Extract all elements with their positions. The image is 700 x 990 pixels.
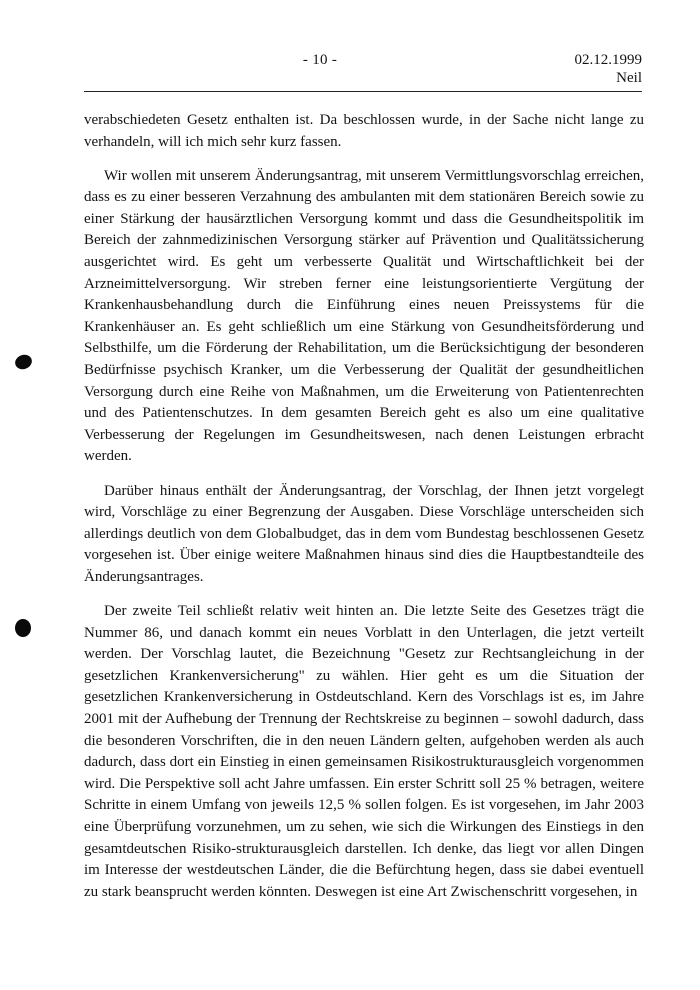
speaker-name: Neil [616, 70, 642, 86]
document-body [84, 110, 644, 916]
paragraph: Wir wollen mit unserem Änderungsantrag, mit unserem Vermittlungsvorschlag erreichen, dass es zu einer besseren Verzahnung des ambulanten mit dem stationären Bereich sowie zu einer Stärkung der hausärztlichen Versorgung kommt und dass die Gesundheitspolitik im Bereich der zahnmedizinischen Versorgung stärker auf Prävention und Qualitätssicherung ausgerichtet wird. Es geht um verbesserte Qualität und Wirtschaftlichkeit bei der Arzneimittelversorgung. Wir streben ferner eine leistungsorientierte Vergütung der Krankenhausbehandlung durch die Einführung eines neuen Preissystems für die Krankenhäuser an. Es geht schließlich um eine Stärkung von Gesundheitsförderung und Selbsthilfe, um die Förderung der Rehabilitation, um die Berücksichtigung der besonderen Bedürfnisse psychisch Kranker, um die Verbesserung der Qualität der gesundheitlichen Versorgung durch eine Reihe von Maßnahmen, um die Erweiterung von Patientenrechten und des Patientenschutzes. In dem gesamten Bereich geht es also um eine qualitative Verbesserung der Regelungen im Gesundheitswesen, nach denen Leistungen erbracht werden. [84, 167, 644, 465]
page-number: - 10 - [302, 52, 338, 68]
punch-hole-mark [15, 619, 31, 637]
paragraph: Darüber hinaus enthält der Änderungsantrag, der Vorschlag, der Ihnen jetzt vorgelegt wird, Vorschläge zu einer Begrenzung der Ausgaben. Diese Vorschläge unterscheiden sich allerdings deutlich von dem Globalbudget, das in dem vom Bundestag beschlossenen Gesetz vorgesehen ist. Über einige weitere Maßnahmen hinaus sind dies die Hauptbestandteile des Änderungsantrages. [84, 482, 644, 585]
header-rule [84, 91, 642, 92]
paragraph: verabschiedeten Gesetz enthalten ist. Da beschlossen wurde, in der Sache nicht lange zu verhandeln, will ich mich sehr kurz fassen. [84, 112, 644, 150]
paragraph: Der zweite Teil schließt relativ weit hinten an. Die letzte Seite des Gesetzes trägt die Nummer 86, und danach kommt ein neues Vorblatt in den Unterlagen, die jetzt verteilt werden. Der Vorschlag lautet, die Bezeichnung "Gesetz zur Rechtsangleichung in der gesetzlichen Krankenversicherung" zu wählen. Hier geht es um die Situation der gesetzlichen Krankenversicherung in Ostdeutschland. Kern des Vorschlags ist es, im Jahre 2001 mit der Aufhebung der Trennung der Rechtskreise zu beginnen – sowohl dadurch, dass die besonderen Vorschriften, die in den neuen Ländern gelten, aufgehoben werden als auch dadurch, dass dort ein Einstieg in einen gemeinsamen Risikostrukturausgleich vorgenommen wird. Die Perspektive soll acht Jahre umfassen. Ein erster Schritt soll 25 % betragen, weitere Schritte in einem Umfang von jeweils 12,5 % sollen folgen. Es ist vorgesehen, im Jahr 2003 eine Überprüfung vorzunehmen, um zu sehen, wie sich die Wirkungen des Einstiegs in den gesamtdeutschen Risiko-strukturausgleich darstellen. Ich denke, das liegt vor allen Dingen im Interesse der westdeutschen Länder, die die Befürchtung hegen, dass sie dabei eventuell zu stark beansprucht werden könnten. Deswegen ist eine Art Zwischenschritt vorgesehen, in [84, 602, 644, 900]
punch-hole-mark [13, 353, 34, 372]
document-date: 02.12.1999 [574, 52, 642, 68]
